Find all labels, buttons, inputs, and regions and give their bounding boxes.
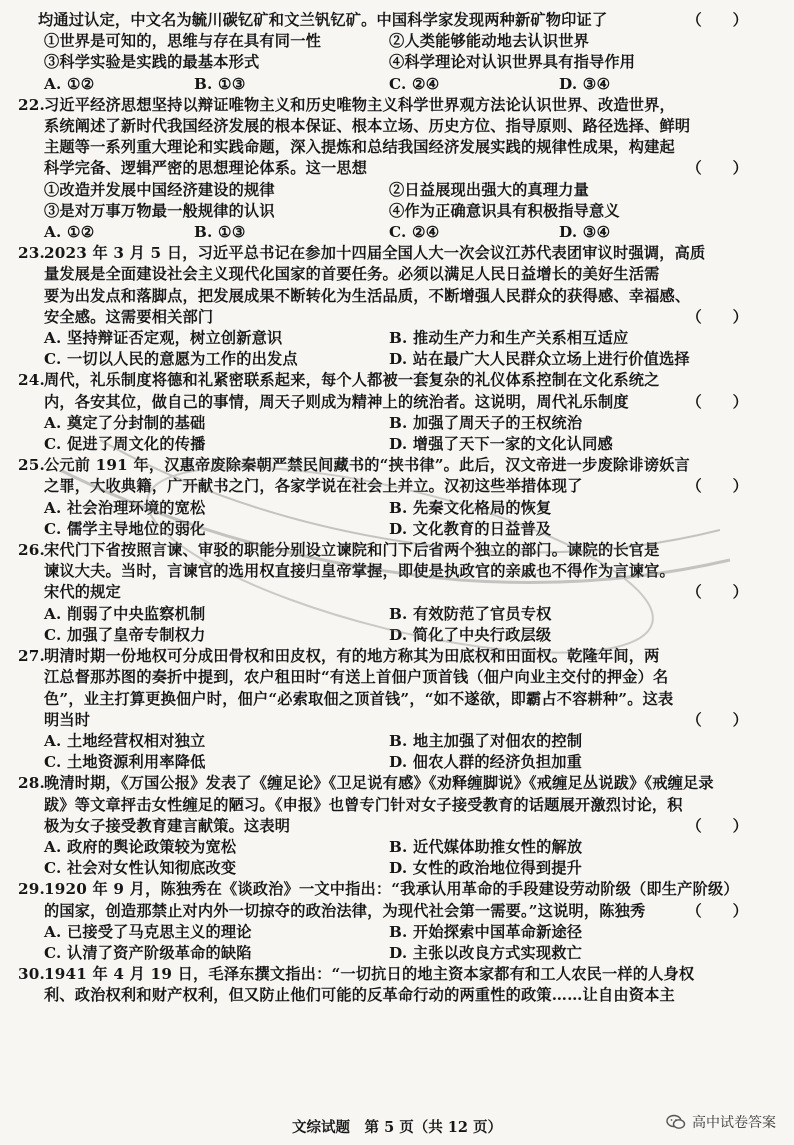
choice-d: D. 增强了天下一家的文化认同感 bbox=[389, 435, 613, 454]
q23-choices-row2 bbox=[18, 349, 782, 370]
q27-choices-row1 bbox=[18, 731, 782, 752]
q29-choices-row2 bbox=[18, 943, 782, 964]
q30-stem-line: 利、政治权利和财产权利，但又防止他们可能的反革命行动的两重性的政策……让自由资本主 bbox=[44, 986, 675, 1005]
choice-b: B. ①③ bbox=[194, 223, 246, 242]
question-number: 26. bbox=[18, 541, 46, 560]
q26-stem-line bbox=[18, 582, 782, 603]
choice-d: D. 女性的政治地位得到提升 bbox=[389, 859, 583, 878]
choice-a: A. 已接受了马克思主义的理论 bbox=[44, 922, 252, 941]
page-footer: 文综试题 第 5 页（共 12 页） bbox=[292, 1119, 502, 1136]
q25-stem bbox=[18, 455, 782, 476]
question-number: 25. bbox=[18, 456, 46, 475]
text: 公元前 191 年，汉惠帝废除秦朝严禁民间藏书的“挟书律”。此后，汉文帝进一步废除诽谤妖言 bbox=[44, 456, 690, 475]
question-number: 23. bbox=[18, 244, 46, 263]
q27-stem-line: 江总督那苏图的奏折中提到，农户租田时“有送上首佃户顶首钱（佃户向业主交付的押金）名 bbox=[44, 668, 669, 687]
q28-stem bbox=[18, 773, 782, 794]
q30-stem bbox=[18, 964, 782, 985]
choice-c: C. ②④ bbox=[389, 223, 440, 242]
answer-bracket: （ ） bbox=[686, 901, 748, 920]
q26-choices-row1 bbox=[18, 604, 782, 625]
answer-bracket: （ ） bbox=[686, 477, 748, 496]
q24-choices-row1 bbox=[18, 413, 782, 434]
question-number: 28. bbox=[18, 774, 46, 793]
q23-stem-line bbox=[18, 307, 782, 328]
q25-stem-line bbox=[18, 476, 782, 497]
answer-bracket: （ ） bbox=[686, 307, 748, 326]
wechat-icon bbox=[666, 1114, 686, 1130]
q22-stem-line: 系统阐述了新时代我国经济发展的根本保证、根本立场、历史方位、指导原则、路径选择、鲜明 bbox=[44, 117, 691, 136]
q25-choices-row1 bbox=[18, 498, 782, 519]
choice-a: A. 社会治理环境的宽松 bbox=[44, 498, 206, 517]
choice-d: D. ③④ bbox=[559, 223, 611, 242]
q25-choices-row2 bbox=[18, 519, 782, 540]
choice-b: B. 近代媒体助推女性的解放 bbox=[389, 837, 583, 856]
choice-b: B. 推动生产力和生产关系相互适应 bbox=[389, 329, 629, 348]
q27-choices-row2 bbox=[18, 752, 782, 773]
q22-choices bbox=[18, 222, 782, 243]
text: 的国家，创造那禁止对内外一切掠夺的政治法律，为现代社会第一需要。”这说明，陈独秀 bbox=[44, 901, 646, 920]
statement: ①改造并发展中国经济建设的规律 bbox=[44, 180, 275, 199]
text: 科学完备、逻辑严密的思想理论体系。这一思想 bbox=[44, 159, 368, 178]
watermark bbox=[666, 1112, 776, 1132]
answer-bracket: （ ） bbox=[686, 11, 748, 29]
choice-b: B. 先秦文化格局的恢复 bbox=[389, 498, 552, 517]
choice-a: A. ①② bbox=[44, 74, 95, 93]
question-number: 22. bbox=[18, 95, 46, 114]
choice-d: D. 主张以改良方式实现救亡 bbox=[389, 943, 583, 962]
q21-options-row2 bbox=[18, 52, 782, 73]
text: 明当时 bbox=[44, 710, 91, 729]
choice-a: A. ①② bbox=[44, 223, 95, 242]
text: 宋代的规定 bbox=[44, 583, 121, 602]
q29-choices-row1 bbox=[18, 922, 782, 943]
choice-b: B. 加强了周天子的王权统治 bbox=[389, 413, 583, 432]
q29-stem bbox=[18, 879, 782, 900]
q23-stem bbox=[18, 243, 782, 264]
q28-choices-row1 bbox=[18, 837, 782, 858]
choice-a: A. 坚持辩证否定观，树立创新意识 bbox=[44, 329, 283, 348]
text: 内，各安其位，做自己的事情，周天子则成为精神上的统治者。这说明，周代礼乐制度 bbox=[44, 392, 629, 411]
q27-stem-line: 色”，业主打算更换佃户时，佃户“必索取佃之顶首钱”，“如不遂欲，即霸占不容耕种”。这表 bbox=[44, 689, 674, 708]
choice-a: A. 政府的舆论政策较为宽松 bbox=[44, 837, 237, 856]
q29-stem-line bbox=[18, 901, 782, 922]
choice-d: D. 文化教育的日益普及 bbox=[389, 519, 552, 538]
choice-c: C. 一切以人民的意愿为工作的出发点 bbox=[44, 350, 298, 369]
q26-stem bbox=[18, 540, 782, 561]
answer-bracket: （ ） bbox=[686, 583, 748, 602]
q22-options-row2 bbox=[18, 201, 782, 222]
choice-c: C. 社会对女性认知彻底改变 bbox=[44, 859, 237, 878]
q28-stem-line: 跋》等文章抨击女性缠足的陋习。《申报》也曾专门针对女子接受教育的话题展开激烈讨论，积 bbox=[44, 795, 683, 814]
choice-b: B. 地主加强了对佃农的控制 bbox=[389, 731, 583, 750]
statement: ②人类能够能动地去认识世界 bbox=[389, 32, 590, 51]
answer-bracket: （ ） bbox=[686, 816, 748, 835]
choice-a: A. 奠定了分封制的基础 bbox=[44, 413, 206, 432]
choice-c: C. 土地资源利用率降低 bbox=[44, 753, 206, 772]
q21-choices bbox=[18, 74, 782, 95]
q28-choices-row2 bbox=[18, 858, 782, 879]
statement: ④作为正确意识具有积极指导意义 bbox=[389, 201, 620, 220]
text: 安全感。这需要相关部门 bbox=[44, 307, 214, 326]
q21-stem-end bbox=[18, 10, 782, 31]
q22-stem bbox=[18, 95, 782, 116]
statement: ②日益展现出强大的真理力量 bbox=[389, 180, 590, 199]
q26-stem-line: 谏议大夫。当时，言谏官的选用权直接归皇帝掌握，即使是执政官的亲戚也不得作为言谏官。 bbox=[44, 562, 675, 581]
statement: ③是对万事万物最一般规律的认识 bbox=[44, 201, 275, 220]
text: 极为女子接受教育建言献策。这表明 bbox=[44, 816, 291, 835]
choice-c: C. ②④ bbox=[389, 74, 440, 93]
q23-choices-row1 bbox=[18, 328, 782, 349]
choice-c: C. 儒学主导地位的弱化 bbox=[44, 519, 206, 538]
answer-bracket: （ ） bbox=[686, 710, 748, 729]
q24-stem bbox=[18, 370, 782, 391]
q28-stem-line bbox=[18, 816, 782, 837]
text: 2023 年 3 月 5 日，习近平总书记在参加十四届全国人大一次会议江苏代表团审议时强调，高质 bbox=[44, 244, 706, 263]
watermark-text: 高中试卷答案 bbox=[692, 1115, 776, 1131]
choice-c: C. 促进了周文化的传播 bbox=[44, 435, 206, 454]
q24-choices-row2 bbox=[18, 434, 782, 455]
text: 1941 年 4 月 19 日，毛泽东撰文指出：“一切抗日的地主资本家都有和工人农民一样的人身权 bbox=[44, 965, 695, 984]
q23-stem-line: 量发展是全面建设社会主义现代化国家的首要任务。必须以满足人民日益增长的美好生活需 bbox=[44, 265, 660, 284]
choice-d: D. 站在最广大人民群众立场上进行价值选择 bbox=[389, 350, 690, 369]
q21-options-row1 bbox=[18, 31, 782, 52]
text: 1920 年 9 月，陈独秀在《谈政治》一文中指出：“我承认用革命的手段建设劳动阶级（即生产阶级） bbox=[44, 880, 739, 899]
q27-stem bbox=[18, 646, 782, 667]
q22-options-row1 bbox=[18, 180, 782, 201]
question-number: 24. bbox=[18, 371, 46, 390]
text: 晚清时期，《万国公报》发表了《缠足论》《卫足说有感》《劝释缠脚说》《戒缠足丛说跋》《戒缠足录 bbox=[44, 774, 714, 793]
choice-d: D. 简化了中央行政层级 bbox=[389, 625, 552, 644]
choice-a: A. 土地经营权相对独立 bbox=[44, 731, 206, 750]
text: 均通过认定，中文名为毓川碳钇矿和文兰钒钇矿。中国科学家发现两种新矿物印证了 bbox=[38, 11, 608, 29]
exam-page bbox=[18, 10, 782, 1007]
choice-d: D. ③④ bbox=[559, 74, 611, 93]
statement: ①世界是可知的，思维与存在具有同一性 bbox=[44, 32, 321, 51]
question-number: 29. bbox=[18, 880, 46, 899]
q22-stem-line bbox=[18, 158, 782, 179]
choice-c: C. 认清了资产阶级革命的缺陷 bbox=[44, 943, 252, 962]
choice-b: B. 开始探索中国革命新途径 bbox=[389, 922, 583, 941]
statement: ③科学实验是实践的最基本形式 bbox=[44, 53, 260, 72]
q26-choices-row2 bbox=[18, 625, 782, 646]
choice-a: A. 削弱了中央监察机制 bbox=[44, 604, 206, 623]
q27-stem-line bbox=[18, 710, 782, 731]
answer-bracket: （ ） bbox=[686, 159, 748, 178]
choice-b: B. ①③ bbox=[194, 74, 246, 93]
q22-stem-line: 主题等一系列重大理论和实践命题，深入提炼和总结我国经济发展实践的规律性成果，构建起 bbox=[44, 138, 675, 157]
text: 之罪，大收典籍，广开献书之门，各家学说在社会上并立。汉初这些举措体现了 bbox=[44, 477, 583, 496]
choice-b: B. 有效防范了官员专权 bbox=[389, 604, 552, 623]
choice-c: C. 加强了皇帝专制权力 bbox=[44, 625, 206, 644]
q23-stem-line: 要为出发点和落脚点，把发展成果不断转化为生活品质，不断增强人民群众的获得感、幸福感、 bbox=[44, 286, 691, 305]
text: 宋代门下省按照言谏、审驳的职能分别设立谏院和门下后省两个独立的部门。谏院的长官是 bbox=[44, 541, 660, 560]
answer-bracket: （ ） bbox=[686, 392, 748, 411]
q24-stem-line bbox=[18, 392, 782, 413]
text: 明清时期一份地权可分成田骨权和田皮权，有的地方称其为田底权和田面权。乾隆年间，两 bbox=[44, 647, 660, 666]
question-number: 27. bbox=[18, 647, 46, 666]
statement: ④科学理论对认识世界具有指导作用 bbox=[389, 53, 636, 72]
text: 习近平经济思想坚持以辩证唯物主义和历史唯物主义科学世界观方法论认识世界、改造世界， bbox=[44, 95, 675, 114]
question-number: 30. bbox=[18, 965, 46, 984]
text: 周代，礼乐制度将德和礼紧密联系起来，每个人都被一套复杂的礼仪体系控制在文化系统之 bbox=[44, 371, 660, 390]
choice-d: D. 佃农人群的经济负担加重 bbox=[389, 753, 583, 772]
